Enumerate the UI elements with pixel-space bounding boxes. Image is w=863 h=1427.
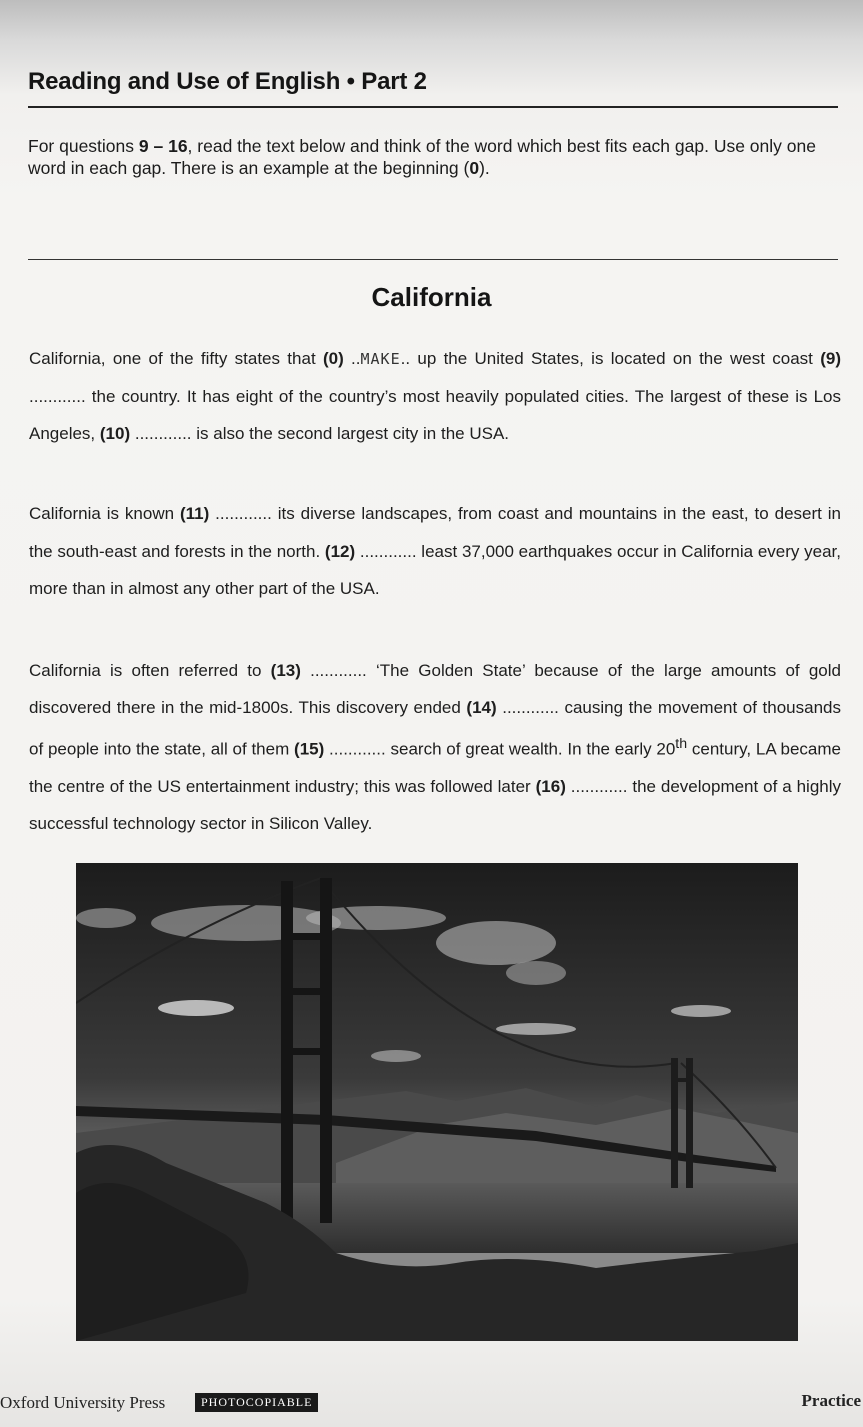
article-title: California [371, 282, 492, 312]
section-title: Reading and Use of English • Part 2 [28, 68, 427, 95]
instructions-text-3: ). [479, 158, 490, 178]
question-range: 9 – 16 [138, 136, 188, 156]
example-ref: 0 [469, 158, 480, 178]
gap-10-text: ............ is also the second largest city in the USA. [130, 424, 510, 443]
gap-number-0: (0) [322, 349, 344, 368]
footer-right-label: Practice [801, 1391, 861, 1410]
text: century, LA became the centre of the US entertainment industry; this was followed later [29, 739, 841, 796]
gap-number-11: (11) [179, 504, 210, 523]
gap-number-15: (15) [294, 739, 325, 759]
section-divider [28, 259, 838, 260]
gap-12-text: ............ least 37,000 earthquakes occur in California every year, more than in almost any other part of the USA. [29, 541, 841, 598]
gap-number-14: (14) [466, 698, 497, 717]
gap-number-16: (16) [535, 776, 566, 796]
gap-15-text: ............ search of great wealth. In the early 20 [324, 739, 676, 759]
gap-9-text: ............ the country. It has eight of the country’s most heavily populated cities. The largest of these is Los Angeles, [29, 387, 841, 443]
gap-number-12: (12) [324, 541, 356, 561]
text: .. [400, 349, 411, 368]
publisher-name: Oxford University Press [0, 1393, 166, 1412]
text: California is often referred to [29, 661, 271, 680]
gap-11-text: ............ its diverse landscapes, from coast and mountains in the east, to desert in the south-east and forests in the north. [29, 504, 842, 561]
text: California, one of the fifty states that [29, 349, 323, 368]
text: up the United States, is located on the west coast [410, 349, 821, 368]
paragraph-3 [29, 652, 841, 842]
bridge-illustration [76, 863, 798, 1341]
ordinal-suffix: th [675, 736, 688, 752]
golden-gate-bridge-photo [76, 863, 798, 1341]
text: California is known [29, 504, 180, 523]
example-answer: MAKE [360, 350, 401, 368]
photocopiable-badge: PHOTOCOPIABLE [195, 1393, 318, 1412]
header-divider [28, 106, 838, 108]
gap-13-text: ............ ‘The Golden State’ because of the large amounts of gold discovered there in the mid-1800s. This discovery ended [29, 661, 841, 717]
paragraph-1 [29, 340, 841, 452]
gap-number-13: (13) [270, 661, 301, 680]
text: .. [343, 349, 361, 368]
gap-14-text: ............ causing the movement of thousands of people into the state, all of them [29, 698, 841, 759]
gap-number-9: (9) [820, 349, 841, 368]
gap-number-10: (10) [99, 424, 131, 443]
gap-16-text: ............ the development of a highly successful technology sector in Silicon Valley. [29, 776, 842, 833]
page-footer [0, 1393, 863, 1417]
instructions-text-1: For questions [28, 136, 139, 156]
paragraph-2 [29, 495, 841, 608]
instructions [28, 135, 828, 179]
instructions-text-2: , read the text below and think of the word which best fits each gap. Use only one word in each gap. There is an example at the beginning ( [28, 136, 816, 178]
